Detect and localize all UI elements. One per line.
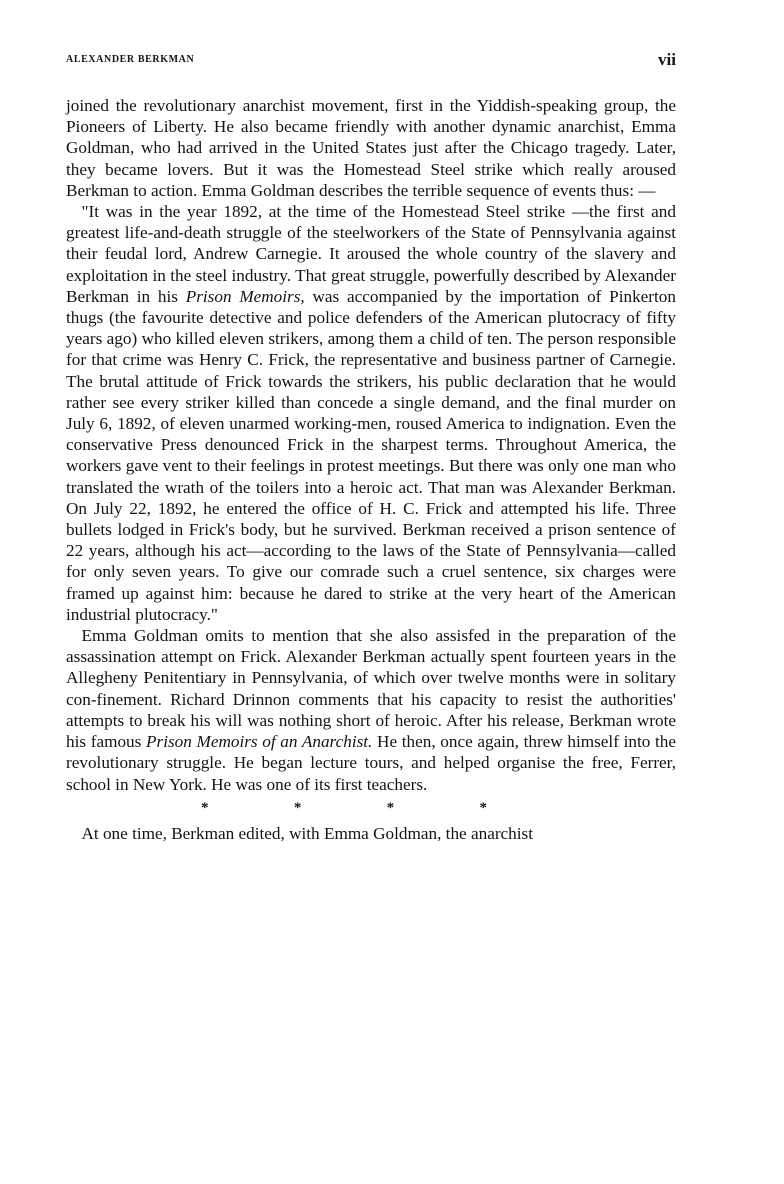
- section-separator: [201, 797, 487, 819]
- running-head: ALEXANDER BERKMAN: [66, 54, 195, 65]
- paragraph-1: joined the revolutionary anarchist movement, first in the Yiddish-speaking group, the Pioneers of Liberty. He also became friendly with another dynamic anarchist, Emma Goldman, who had arrived in the United States just after the Chicago tragedy. Later, they became lovers. But it was the Homestead Steel strike which really aroused Berkman to action. Emma Goldman describes the terrible sequence of events thus: —: [66, 96, 676, 200]
- book-title-prison-memoirs-anarchist: Prison Memoirs of an Anarchist.: [146, 732, 373, 752]
- quote-text-part-1: "It was in the year 1892, at the time of the Homestead Steel strike —the first and greatest life-and-death struggle of the steelworkers of the State of Pennsylvania against their feudal lord, Andrew Carnegie. It aroused the whole country of the slavery and exploitation in the steel industry. That great struggle, powerfully described by Alexander Berkman in his: [66, 202, 676, 306]
- book-title-prison-memoirs: Prison Memoirs,: [185, 286, 305, 306]
- page-header: [66, 52, 676, 72]
- page-number: vii: [658, 50, 676, 69]
- quote-text-part-2: was accompanied by the importation of Pinkerton thugs (the favourite detective and police defenders of the American plutocracy of fifty years ago) who killed eleven strikers, among them a child of ten. The person responsible for that crime was Henry C. Frick, the representative and business partner of Carnegie. The brutal attitude of Frick towards the strikers, his public declaration that he would rather see every striker killed than concede a single demand, and the final murder on July 6, 1892, of eleven unarmed working-men, roused America to indignation. Even the conservative Press denounced Frick in the sharpest terms. Throughout America, the workers gave vent to their feelings in protest meetings. But there was only one man who translated the wrath of the toilers into a heroic act. That man was Alexander Berkman. On July 22, 1892, he entered the office of H. C. Frick and attempted his life. Three bullets lodged in Frick's body, but he survived. Berkman received a prison sentence of 22 years, although his act—according to the laws of the State of Pennsylvania—called for only seven years. To give our comrade such a cruel sentence, six charges were framed up against him: because he dared to strike at the very heart of the American industrial plutocracy.": [66, 286, 676, 624]
- separator-star: *: [293, 799, 302, 816]
- paragraph-3-part-2: He then, once again, threw himself into the revolutionary struggle. He began lecture tours, and helped organise the free, Ferrer, school in New York. He was one of its first teachers.: [66, 732, 677, 794]
- separator-star: *: [386, 799, 395, 816]
- body-text: [66, 95, 676, 844]
- paragraph-quote: [66, 201, 676, 625]
- paragraph-3: [66, 625, 676, 795]
- separator-star: *: [479, 799, 487, 816]
- paragraph-4: At one time, Berkman edited, with Emma Goldman, the anarchist: [81, 823, 534, 843]
- separator-star: *: [201, 799, 209, 816]
- paragraph-3-part-1: Emma Goldman omits to mention that she also assisfed in the preparation of the assassination attempt on Frick. Alexander Berkman actually spent fourteen years in the Allegheny Penitentiary in Pennsylvania, of which over twelve months were in solitary con-finement. Richard Drinnon comments that his capacity to resist the authorities' attempts to break his will was nothing short of heroic. After his release, Berkman wrote his famous: [66, 626, 676, 752]
